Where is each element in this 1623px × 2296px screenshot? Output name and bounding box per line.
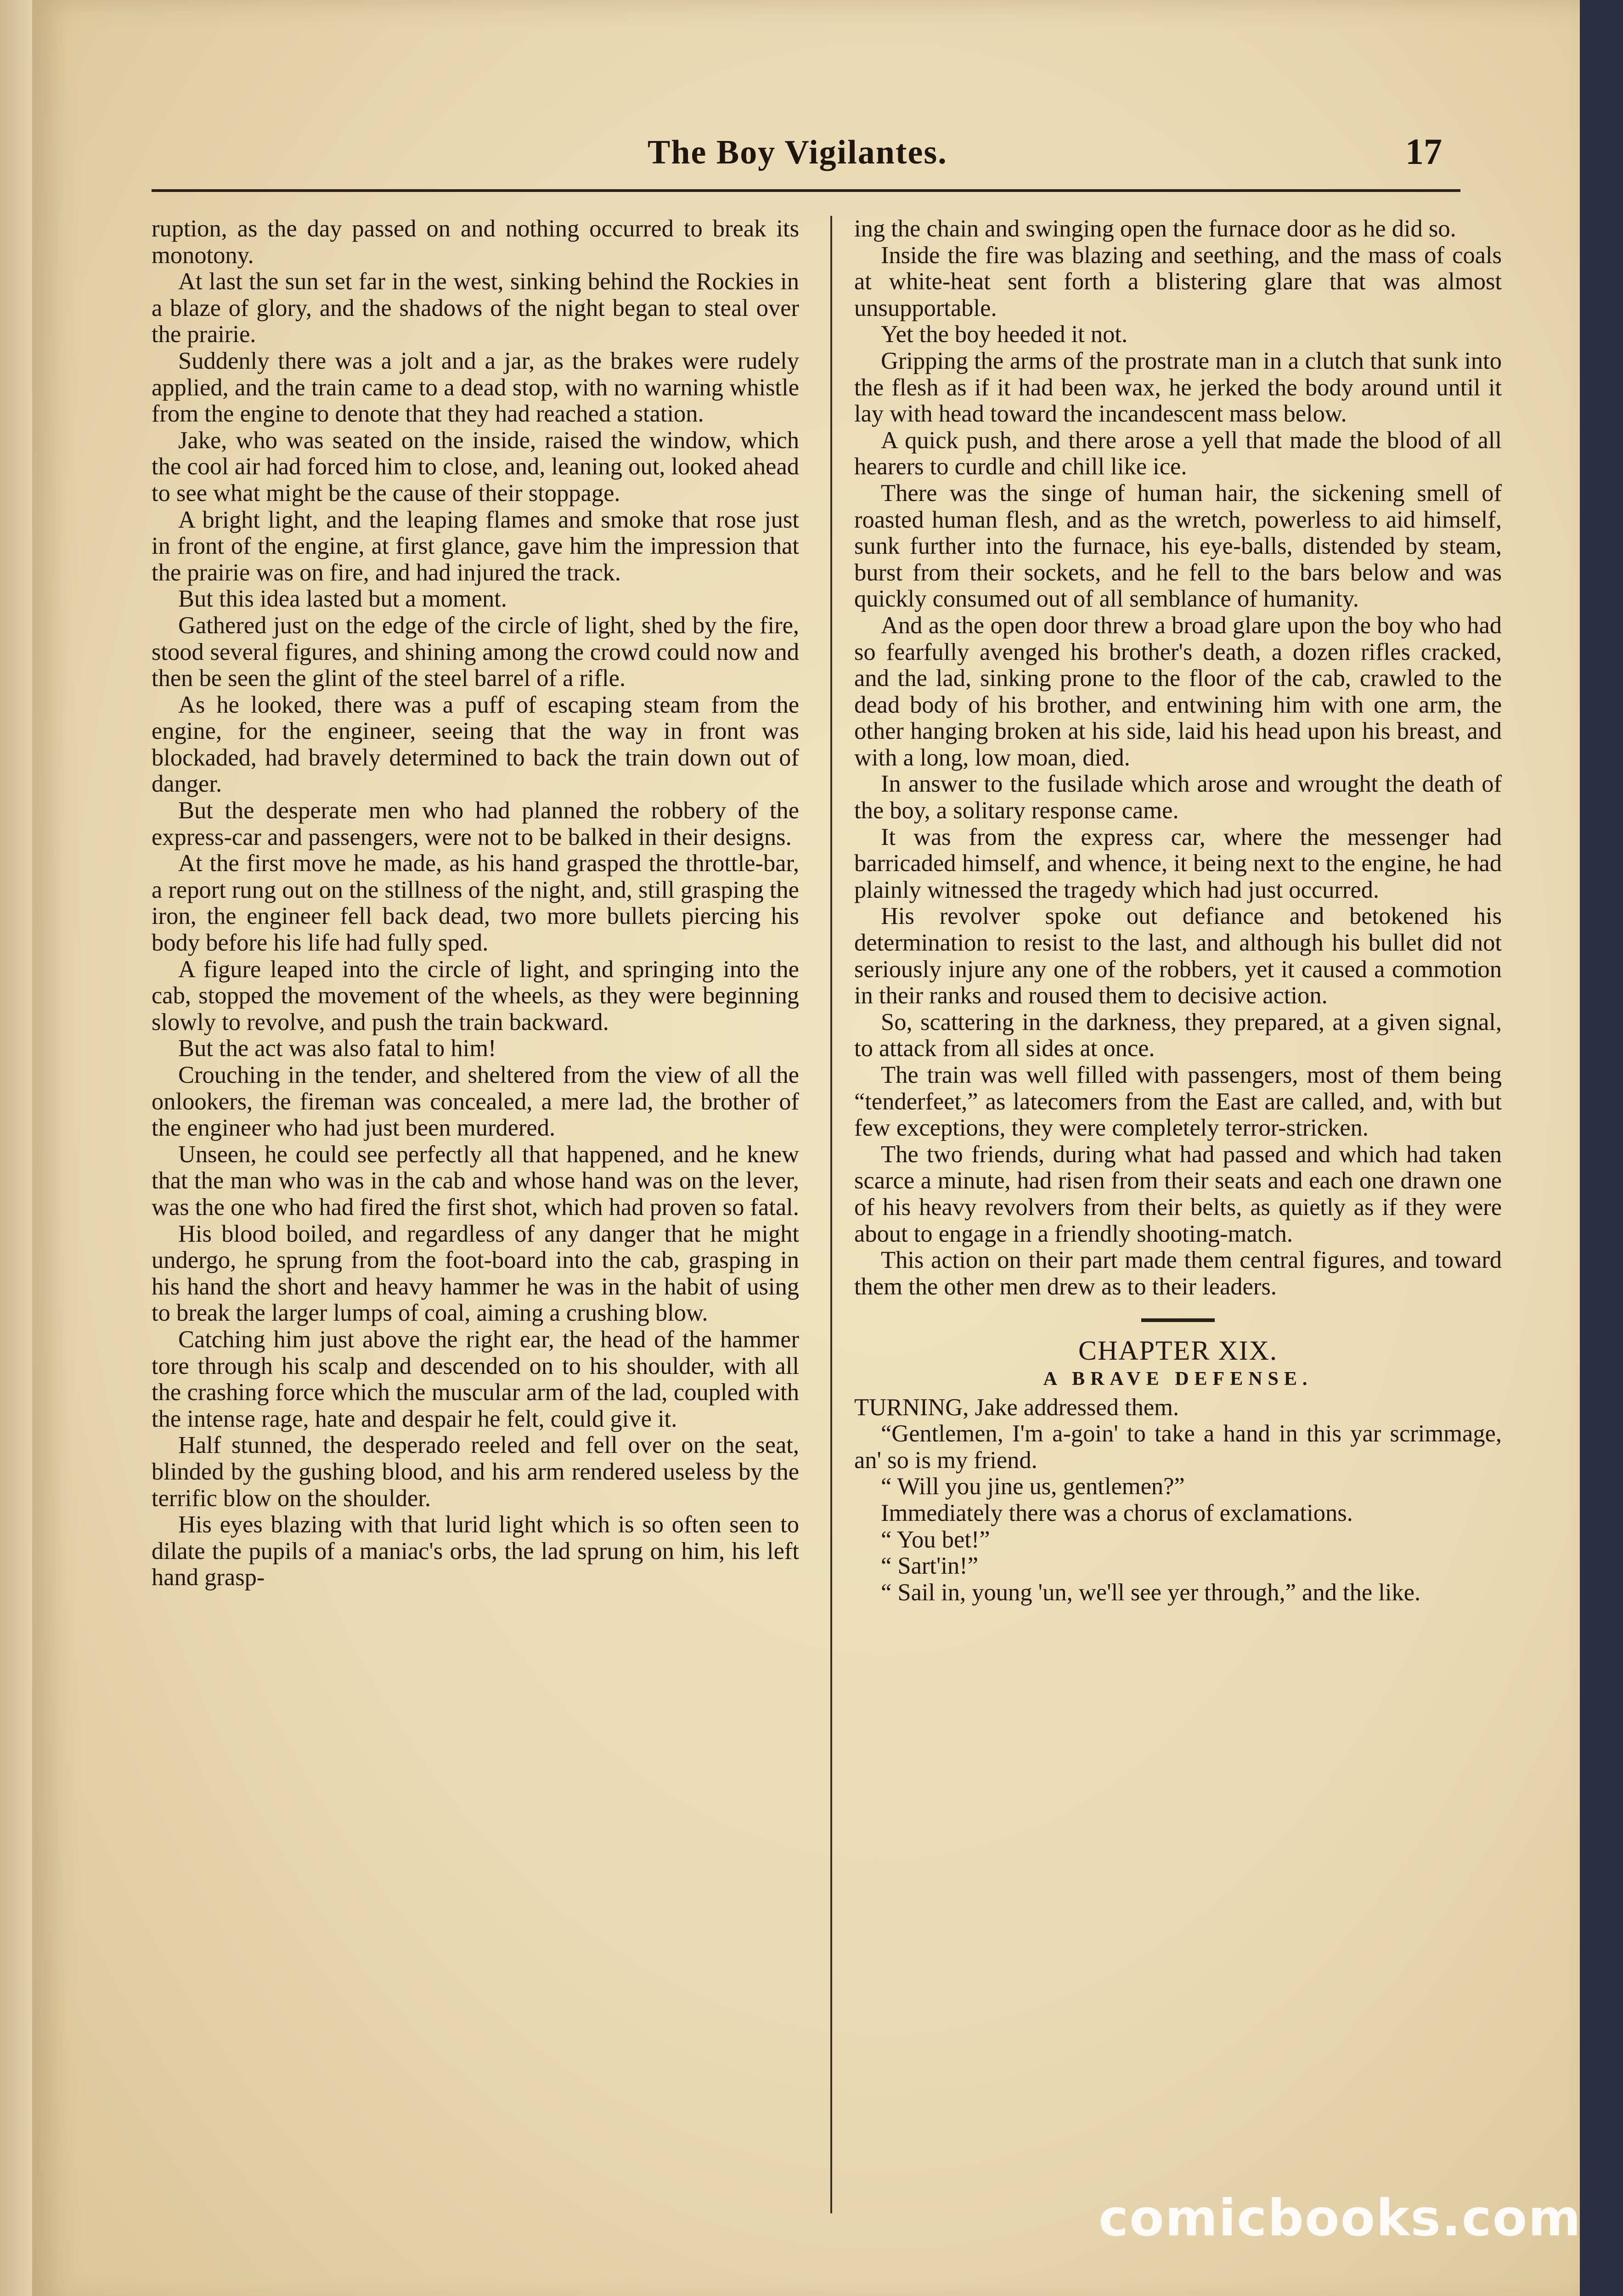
page-number: 17	[1405, 132, 1442, 172]
paragraph: But the desperate men who had planned the robbery of the express-car and passengers, were not to be balked in their designs.	[152, 797, 799, 850]
paragraph: The two friends, during what had passed and which had taken scarce a minute, had risen from their seats and each one drawn one of his heavy revolvers from their belts, as quietly as if they were about to engage in a friendly shooting-match.	[854, 1141, 1502, 1247]
paragraph: “ You bet!”	[881, 1526, 990, 1553]
paragraph: Jake, who was seated on the inside, raised the window, which the cool air had forced him to close, and, leaning out, looked ahead to see what might be the cause of their stoppage.	[152, 427, 799, 506]
paragraph: This action on their part made them central figures, and toward them the other men drew as to their leaders.	[854, 1247, 1502, 1300]
paragraph: “ Will you jine us, gentlemen?”	[881, 1473, 1185, 1500]
left-column	[152, 216, 799, 1591]
paragraph: ing the chain and swinging open the furnace door as he did so.	[854, 215, 1456, 242]
paragraph: A figure leaped into the circle of light, and springing into the cab, stopped the movement of the wheels, as they were beginning slowly to revolve, and push the train backward.	[152, 956, 799, 1035]
paragraph: A quick push, and there arose a yell that made the blood of all hearers to curdle and chill like ice.	[854, 427, 1502, 480]
paragraph: TURNING, Jake addressed them.	[854, 1394, 1179, 1421]
paragraph: But this idea lasted but a moment.	[178, 585, 507, 613]
site-watermark: comicbooks.com	[1099, 2189, 1582, 2247]
paragraph: Yet the boy heeded it not.	[881, 321, 1128, 348]
paragraph: It was from the express car, where the messenger had barricaded himself, and whence, it being next to the engine, he had plainly witnessed the tragedy which had just occurred.	[854, 823, 1502, 903]
paragraph: As he looked, there was a puff of escaping steam from the engine, for the engineer, seeing that the way in front was blockaded, had bravely determined to back the train down out of danger.	[152, 691, 799, 798]
paragraph: “ Sail in, young 'un, we'll see yer through,” and the like.	[881, 1579, 1421, 1606]
paragraph: Crouching in the tender, and sheltered from the view of all the onlookers, the fireman was concealed, a mere lad, the brother of the engineer who had just been murdered.	[152, 1062, 799, 1142]
running-title: The Boy Vigilantes.	[648, 134, 947, 171]
chapter-subtitle: A BRAVE DEFENSE.	[1043, 1368, 1313, 1390]
paragraph: In answer to the fusilade which arose and wrought the death of the boy, a solitary response came.	[854, 771, 1502, 824]
page-header	[152, 124, 1460, 179]
paragraph: Catching him just above the right ear, the head of the hammer tore through his scalp and descended on to his shoulder, with all the crashing force which the muscular arm of the lad, coupled with the intense rage, hate and despair he felt, could give it.	[152, 1326, 799, 1432]
paragraph: Suddenly there was a jolt and a jar, as the brakes were rudely applied, and the train came to a dead stop, with no warning whistle from the engine to denote that they had reached a station.	[152, 347, 799, 428]
paragraph: His revolver spoke out defiance and betokened his determination to resist to the last, and although his bullet did not seriously injure any one of the robbers, yet it caused a commotion in their ranks and roused them to decisive action.	[854, 903, 1502, 1009]
paragraph: And as the open door threw a broad glare upon the boy who had so fearfully avenged his brother's death, a dozen rifles cracked, and the lad, sinking prone to the floor of the cab, crawled to the dead body of his brother, and entwining him with one arm, the other hanging broken at his side, laid his head upon his breast, and with a long, low moan, died.	[854, 612, 1502, 771]
paragraph: Inside the fire was blazing and seething, and the mass of coals at white-heat sent forth a blistering glare that was almost unsupportable.	[854, 242, 1502, 321]
chapter-title: CHAPTER XIX.	[1078, 1335, 1278, 1366]
paragraph: Gripping the arms of the prostrate man in a clutch that sunk into the flesh as if it had been wax, he jerked the body around until it lay with head toward the incandescent mass below.	[854, 347, 1502, 428]
paragraph: The train was well filled with passengers, most of them being “tenderfeet,” as latecomers from the East are called, and, with but few exceptions, they were completely terror-stricken.	[854, 1062, 1502, 1142]
paragraph: At the first move he made, as his hand grasped the throttle-bar, a report rung out on the stillness of the night, and, still grasping the iron, the engineer fell back dead, two more bullets piercing his body before his life had fully sped.	[152, 850, 799, 957]
paragraph: At last the sun set far in the west, sinking behind the Rockies in a blaze of glory, and the shadows of the night began to steal over the prairie.	[152, 268, 799, 348]
paragraph: So, scattering in the darkness, they prepared, at a given signal, to attack from all sides at once.	[854, 1008, 1502, 1062]
paragraph: His blood boiled, and regardless of any danger that he might undergo, he sprung from the foot-board into the cab, grasping in his hand the short and heavy hammer he was in the habit of using to break the larger lumps of coal, aiming a crushing blow.	[152, 1220, 799, 1327]
paragraph: ruption, as the day passed on and nothing occurred to break its monotony.	[152, 215, 799, 269]
paragraph: Half stunned, the desperado reeled and fell over on the seat, blinded by the gushing blood, and his arm rendered useless by the terrific blow on the shoulder.	[152, 1432, 799, 1512]
right-column	[854, 216, 1502, 1606]
paragraph: A bright light, and the leaping flames and smoke that rose just in front of the engine, at first glance, gave him the impression that the prairie was on fire, and had injured the track.	[152, 506, 799, 586]
paragraph: Unseen, he could see perfectly all that happened, and he knew that the man who was in the cab and whose hand was on the lever, was the one who had fired the first shot, which had proven so fatal.	[152, 1141, 799, 1221]
column-divider	[830, 216, 832, 2213]
paragraph: “Gentlemen, I'm a-goin' to take a hand in this yar scrimmage, an' so is my friend.	[854, 1420, 1502, 1474]
paragraph: But the act was also fatal to him!	[178, 1035, 496, 1062]
paragraph: There was the singe of human hair, the sickening smell of roasted human flesh, and as the wretch, powerless to aid himself, sunk further into the furnace, his eye-balls, distended by steam, burst from their sockets, and he fell to the bars below and was quickly consumed out of all semblance of humanity.	[854, 479, 1502, 613]
header-rule	[152, 189, 1460, 192]
paragraph: Gathered just on the edge of the circle of light, shed by the fire, stood several figures, and shining among the crowd could now and then be seen the glint of the steel barrel of a rifle.	[152, 612, 799, 692]
paragraph: “ Sart'in!”	[881, 1553, 979, 1580]
chapter-separator-rule	[1141, 1318, 1215, 1322]
paragraph: His eyes blazing with that lurid light which is so often seen to dilate the pupils of a maniac's orbs, the lad sprung on him, his left hand grasp-	[152, 1511, 799, 1591]
paragraph: Immediately there was a chorus of exclamations.	[881, 1499, 1353, 1526]
